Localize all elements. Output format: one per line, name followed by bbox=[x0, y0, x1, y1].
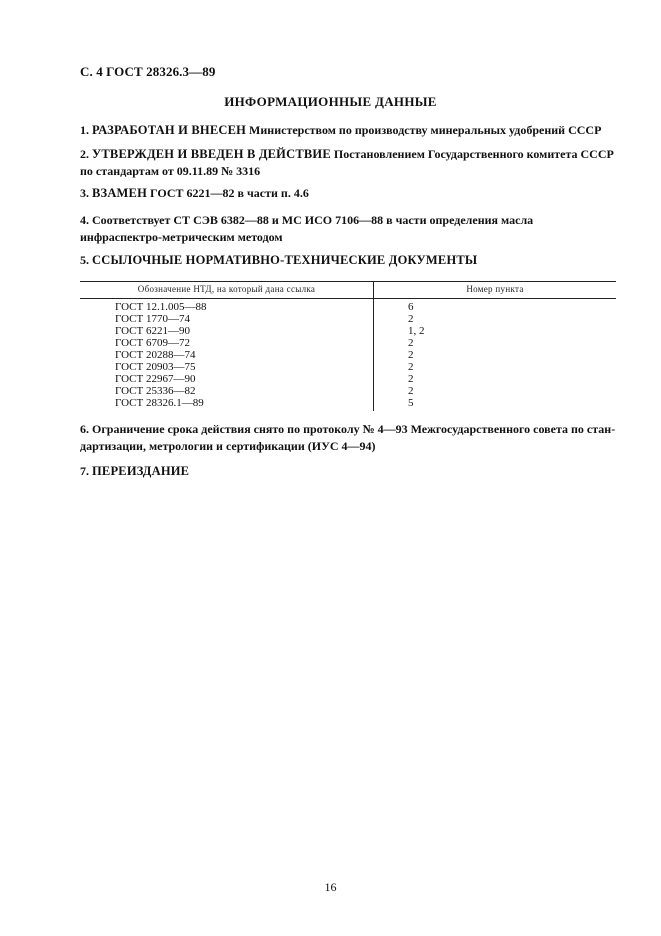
cell-point: 2 bbox=[408, 385, 414, 397]
cell-document: ГОСТ 25336—82 bbox=[115, 385, 196, 397]
cell-document: ГОСТ 12.1.005—88 bbox=[115, 301, 207, 313]
cell-point: 5 bbox=[408, 397, 414, 409]
table-top-rule bbox=[80, 281, 616, 282]
item-number: 3. bbox=[80, 186, 89, 200]
cell-point: 1, 2 bbox=[408, 325, 425, 337]
table-row bbox=[80, 361, 616, 373]
table-row bbox=[80, 385, 616, 397]
item-number: 1. bbox=[80, 123, 89, 137]
item-text: Ограничение срока действия снято по протоколу № 4—93 Межгосударственного совета по стан-дартизации, метрологии и сертификации (ИУС 4—94) bbox=[80, 422, 616, 453]
cell-point: 2 bbox=[408, 337, 414, 349]
cell-point: 2 bbox=[408, 313, 414, 325]
reference-table bbox=[80, 281, 616, 411]
item-caps: ВЗАМЕН bbox=[92, 186, 148, 200]
info-item-7 bbox=[80, 463, 616, 480]
item-caps: УТВЕРЖДЕН И ВВЕДЕН В ДЕЙСТВИЕ bbox=[92, 147, 331, 161]
cell-document: ГОСТ 20288—74 bbox=[115, 349, 196, 361]
item-text: Соответствует СТ СЭВ 6382—88 и МС ИСО 7106—88 в части определения масла инфраспектро-метрическим методом bbox=[80, 213, 534, 244]
table-row bbox=[80, 301, 616, 313]
table-body bbox=[80, 301, 616, 409]
column-header-document: Обозначение НТД, на который дана ссылка bbox=[137, 284, 316, 294]
table-row bbox=[80, 325, 616, 337]
info-item-1 bbox=[80, 122, 616, 139]
table-row bbox=[80, 397, 616, 409]
cell-document: ГОСТ 1770—74 bbox=[115, 313, 190, 325]
item-text: Постановлением Государственного комитета СССР по стандартам от 09.11.89 № 3316 bbox=[80, 147, 614, 178]
column-header-point: Номер пункта bbox=[466, 284, 524, 294]
page-header: С. 4 ГОСТ 28326.3—89 bbox=[80, 64, 216, 79]
table-row bbox=[80, 313, 616, 325]
section-title: ИНФОРМАЦИОННЫЕ ДАННЫЕ bbox=[224, 94, 437, 109]
item-number: 4. bbox=[80, 213, 89, 227]
cell-document: ГОСТ 22967—90 bbox=[115, 373, 196, 385]
cell-document: ГОСТ 20903—75 bbox=[115, 361, 196, 373]
item-text: ГОСТ 6221—82 в части п. 4.6 bbox=[147, 186, 309, 200]
cell-document: ГОСТ 28326.1—89 bbox=[115, 397, 204, 409]
cell-document: ГОСТ 6221—90 bbox=[115, 325, 190, 337]
cell-point: 2 bbox=[408, 361, 414, 373]
item-caps: ПЕРЕИЗДАНИЕ bbox=[92, 464, 190, 478]
cell-point: 6 bbox=[408, 301, 414, 313]
table-row bbox=[80, 373, 616, 385]
table-header-rule bbox=[80, 298, 616, 299]
table-row bbox=[80, 337, 616, 349]
item-number: 2. bbox=[80, 147, 89, 161]
table-row bbox=[80, 349, 616, 361]
cell-point: 2 bbox=[408, 349, 414, 361]
item-text: Министерством по производству минеральных удобрений СССР bbox=[246, 123, 602, 137]
item-number: 7. bbox=[80, 464, 89, 478]
info-item-3 bbox=[80, 185, 616, 202]
info-item-4 bbox=[80, 212, 616, 246]
info-item-5 bbox=[80, 252, 616, 269]
item-number: 6. bbox=[80, 422, 89, 436]
info-item-2 bbox=[80, 146, 616, 180]
item-caps: РАЗРАБОТАН И ВНЕСЕН bbox=[92, 123, 247, 137]
item-number: 5. bbox=[80, 253, 89, 267]
page-number: 16 bbox=[324, 880, 337, 894]
cell-point: 2 bbox=[408, 373, 414, 385]
item-caps: ССЫЛОЧНЫЕ НОРМАТИВНО-ТЕХНИЧЕСКИЕ ДОКУМЕНТЫ bbox=[92, 253, 478, 267]
cell-document: ГОСТ 6709—72 bbox=[115, 337, 190, 349]
info-item-6 bbox=[80, 421, 616, 455]
